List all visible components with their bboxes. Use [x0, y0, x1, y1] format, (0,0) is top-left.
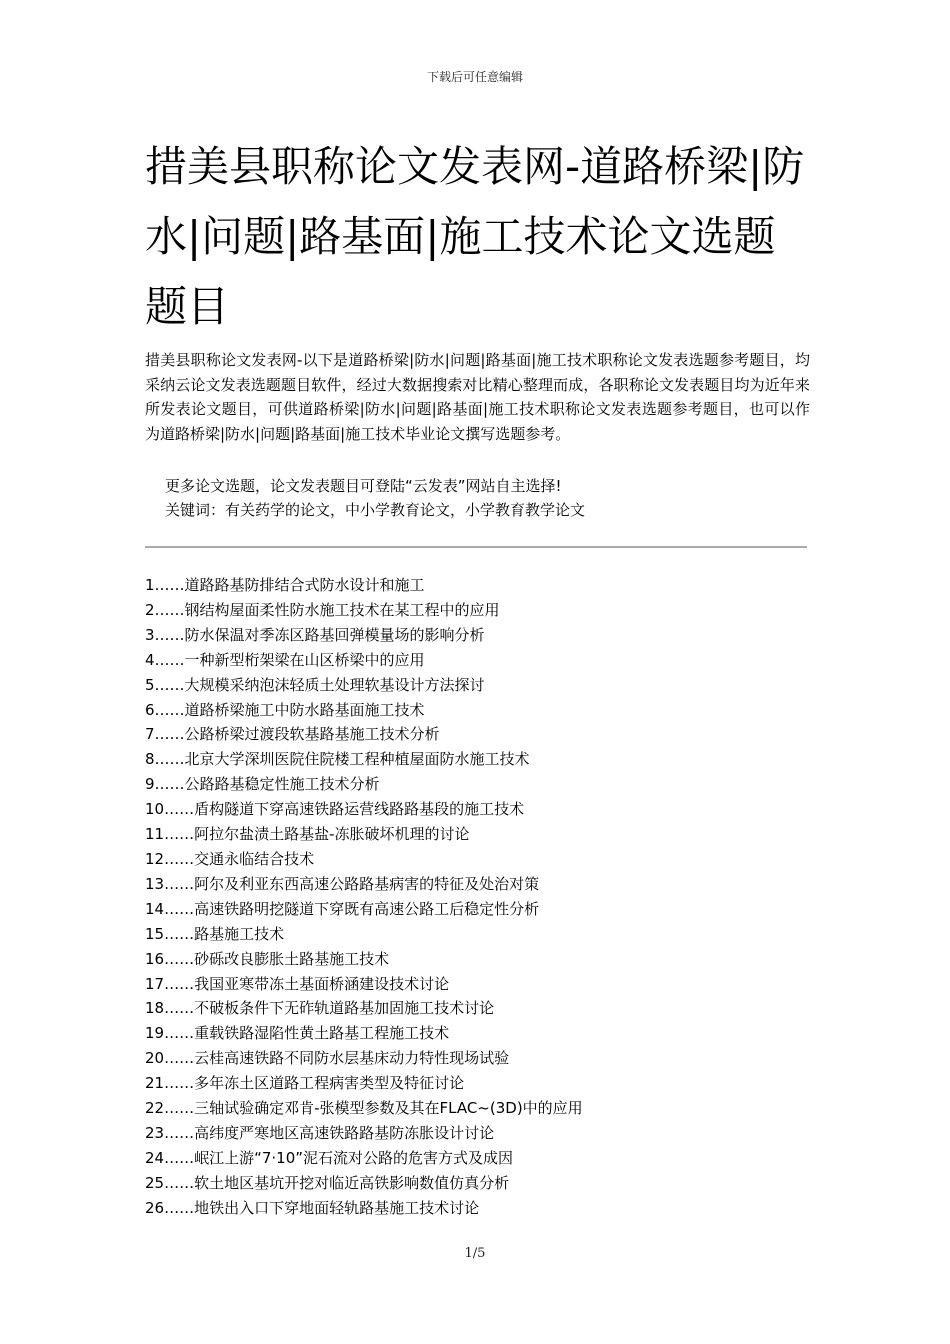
keywords-line: 关键词：有关药学的论文，中小学教育论文，小学教育教学论文 — [165, 501, 586, 519]
topic-item: 7……公路桥梁过渡段软基路基施工技术分析 — [145, 725, 440, 744]
topic-item: 2……钢结构屋面柔性防水施工技术在某工程中的应用 — [145, 600, 500, 619]
topic-item: 9……公路路基稳定性施工技术分析 — [145, 775, 380, 794]
topic-item: 12……交通永临结合技术 — [145, 849, 315, 868]
topic-item: 5……大规模采纳泡沫轻质土处理软基设计方法探讨 — [145, 675, 485, 694]
topic-item: 21……多年冻土区道路工程病害类型及特征讨论 — [145, 1074, 465, 1093]
topic-item: 22……三轴试验确定邓肯-张模型参数及其在FLAC~(3D)中的应用 — [145, 1099, 583, 1118]
topic-item: 3……防水保温对季冻区路基回弹模量场的影响分析 — [145, 625, 485, 644]
topic-item: 24……岷江上游“7·10”泥石流对公路的危害方式及成因 — [145, 1148, 514, 1167]
more-topics-line: 更多论文选题，论文发表题目可登陆“云发表”网站自主选择! — [165, 477, 562, 495]
topic-item: 14……高速铁路明挖隧道下穿既有高速公路工后稳定性分析 — [145, 899, 540, 918]
topic-item: 20……云桂高速铁路不同防水层基床动力特性现场试验 — [145, 1049, 510, 1068]
topic-item: 4……一种新型桁架梁在山区桥梁中的应用 — [145, 650, 425, 669]
topic-item: 11……阿拉尔盐渍土路基盐-冻胀破坏机理的讨论 — [145, 825, 470, 844]
topic-item: 26……地铁出入口下穿地面轻轨路基施工技术讨论 — [145, 1198, 480, 1217]
topic-item: 23……高纬度严寒地区高速铁路路基防冻胀设计讨论 — [145, 1123, 495, 1142]
section-divider — [145, 546, 807, 548]
header-note: 下载后可任意编辑 — [426, 70, 523, 84]
topic-item: 16……砂砾改良膨胀土路基施工技术 — [145, 949, 390, 968]
topic-item: 1……道路路基防排结合式防水设计和施工 — [145, 576, 425, 594]
document-title: 措美县职称论文发表网-道路桥梁|防水|问题|路基面|施工技术论文选题题目 — [145, 142, 805, 331]
topic-list — [145, 573, 810, 1221]
topic-item: 17……我国亚寒带冻土基面桥涵建设技术讨论 — [145, 974, 450, 993]
intro-paragraph: 措美县职称论文发表网-以下是道路桥梁|防水|问题|路基面|施工技术职称论文发表选题参考题目，均采纳云论文发表选题题目软件，经过大数据搜索对比精心整理而成，各职称论文发表题目均为近年来所发表论文题目，可供道路桥梁|防水|问题|路基面|施工技术职称论文发表选题参考题目，也可以作为道路桥梁|防水|问题|路基面|施工技术毕业论文撰写选题参考。 — [145, 351, 810, 443]
page-number: 1/5 — [464, 1246, 486, 1261]
topic-item: 13……阿尔及利亚东西高速公路路基病害的特征及处治对策 — [145, 874, 540, 893]
topic-item: 15……路基施工技术 — [145, 924, 285, 943]
topic-item: 18……不破板条件下无砟轨道路基加固施工技术讨论 — [145, 999, 495, 1018]
topic-item: 6……道路桥梁施工中防水路基面施工技术 — [145, 700, 425, 719]
topic-item: 10……盾构隧道下穿高速铁路运营线路路基段的施工技术 — [145, 800, 525, 819]
topic-item: 8……北京大学深圳医院住院楼工程种植屋面防水施工技术 — [145, 750, 530, 769]
topic-item: 25……软土地区基坑开挖对临近高铁影响数值仿真分析 — [145, 1173, 510, 1192]
topic-item: 19……重载铁路湿陷性黄土路基工程施工技术 — [145, 1024, 450, 1043]
